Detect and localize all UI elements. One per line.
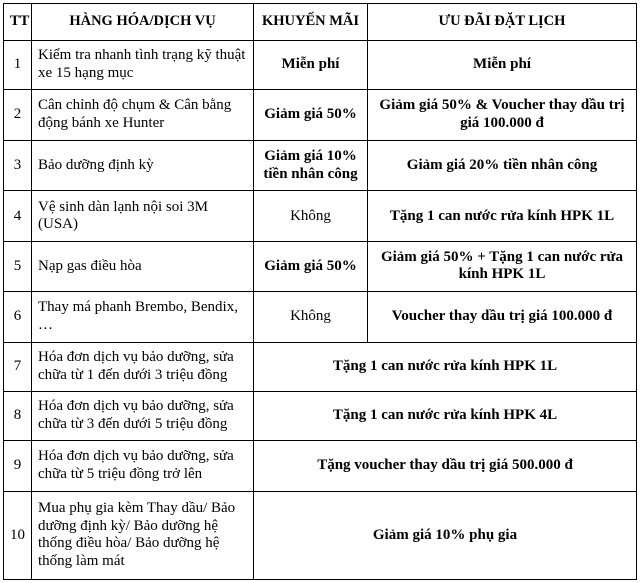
booking-offer: Giảm giá 20% tiền nhân công xyxy=(368,141,637,191)
row-number: 4 xyxy=(4,191,32,242)
combined-offer: Tặng 1 can nước rửa kính HPK 1L xyxy=(254,342,637,391)
booking-offer: Miễn phí xyxy=(368,41,637,90)
row-number: 2 xyxy=(4,90,32,141)
combined-offer: Tặng 1 can nước rửa kính HPK 4L xyxy=(254,391,637,440)
service-name: Mua phụ gia kèm Thay dầu/ Bảo dưỡng định kỳ/ Bảo dưỡng hệ thống điều hòa/ Bảo dưỡng hệ thống làm mát xyxy=(32,491,254,579)
row-number: 7 xyxy=(4,342,32,391)
promotion-value: Miễn phí xyxy=(254,41,368,90)
promotion-value: Không xyxy=(254,291,368,342)
service-name: Thay má phanh Brembo, Bendix, … xyxy=(32,291,254,342)
row-number: 8 xyxy=(4,391,32,440)
table-row xyxy=(4,41,637,90)
service-name: Kiểm tra nhanh tình trạng kỹ thuật xe 15 hạng mục xyxy=(32,41,254,90)
header-service: HÀNG HÓA/DỊCH VỤ xyxy=(32,4,254,41)
table-row xyxy=(4,342,637,391)
combined-offer: Giảm giá 10% phụ gia xyxy=(254,491,637,579)
table-row xyxy=(4,141,637,191)
booking-offer: Giảm giá 50% & Voucher thay dầu trị giá 100.000 đ xyxy=(368,90,637,141)
booking-offer: Giảm giá 50% + Tặng 1 can nước rửa kính HPK 1L xyxy=(368,242,637,291)
service-name: Hóa đơn dịch vụ bảo dưỡng, sửa chữa từ 5 triệu đồng trở lên xyxy=(32,440,254,491)
service-name: Vệ sinh dàn lạnh nội soi 3M (USA) xyxy=(32,191,254,242)
combined-offer: Tặng voucher thay dầu trị giá 500.000 đ xyxy=(254,440,637,491)
row-number: 3 xyxy=(4,141,32,191)
table-row xyxy=(4,90,637,141)
row-number: 9 xyxy=(4,440,32,491)
promotion-value: Giảm giá 10% tiền nhân công xyxy=(254,141,368,191)
booking-offer: Tặng 1 can nước rửa kính HPK 1L xyxy=(368,191,637,242)
row-number: 1 xyxy=(4,41,32,90)
table-header-row xyxy=(4,4,637,41)
header-tt: TT xyxy=(4,4,32,41)
row-number: 5 xyxy=(4,242,32,291)
row-number: 6 xyxy=(4,291,32,342)
service-name: Hóa đơn dịch vụ bảo dưỡng, sửa chữa từ 3 đến dưới 5 triệu đồng xyxy=(32,391,254,440)
table-row xyxy=(4,291,637,342)
service-name: Hóa đơn dịch vụ bảo dưỡng, sửa chữa từ 1 đến dưới 3 triệu đồng xyxy=(32,342,254,391)
table-row xyxy=(4,491,637,579)
header-booking: ƯU ĐÃI ĐẶT LỊCH xyxy=(368,4,637,41)
header-promotion: KHUYẾN MÃI xyxy=(254,4,368,41)
booking-offer: Voucher thay dầu trị giá 100.000 đ xyxy=(368,291,637,342)
promotion-value: Không xyxy=(254,191,368,242)
table-row xyxy=(4,391,637,440)
row-number: 10 xyxy=(4,491,32,579)
service-name: Bảo dưỡng định kỳ xyxy=(32,141,254,191)
table-row xyxy=(4,242,637,291)
promotion-value: Giảm giá 50% xyxy=(254,90,368,141)
promotion-value: Giảm giá 50% xyxy=(254,242,368,291)
promotion-table xyxy=(3,3,637,580)
service-name: Cân chỉnh độ chụm & Cân bằng động bánh xe Hunter xyxy=(32,90,254,141)
service-name: Nạp gas điều hòa xyxy=(32,242,254,291)
table-row xyxy=(4,440,637,491)
table-row xyxy=(4,191,637,242)
